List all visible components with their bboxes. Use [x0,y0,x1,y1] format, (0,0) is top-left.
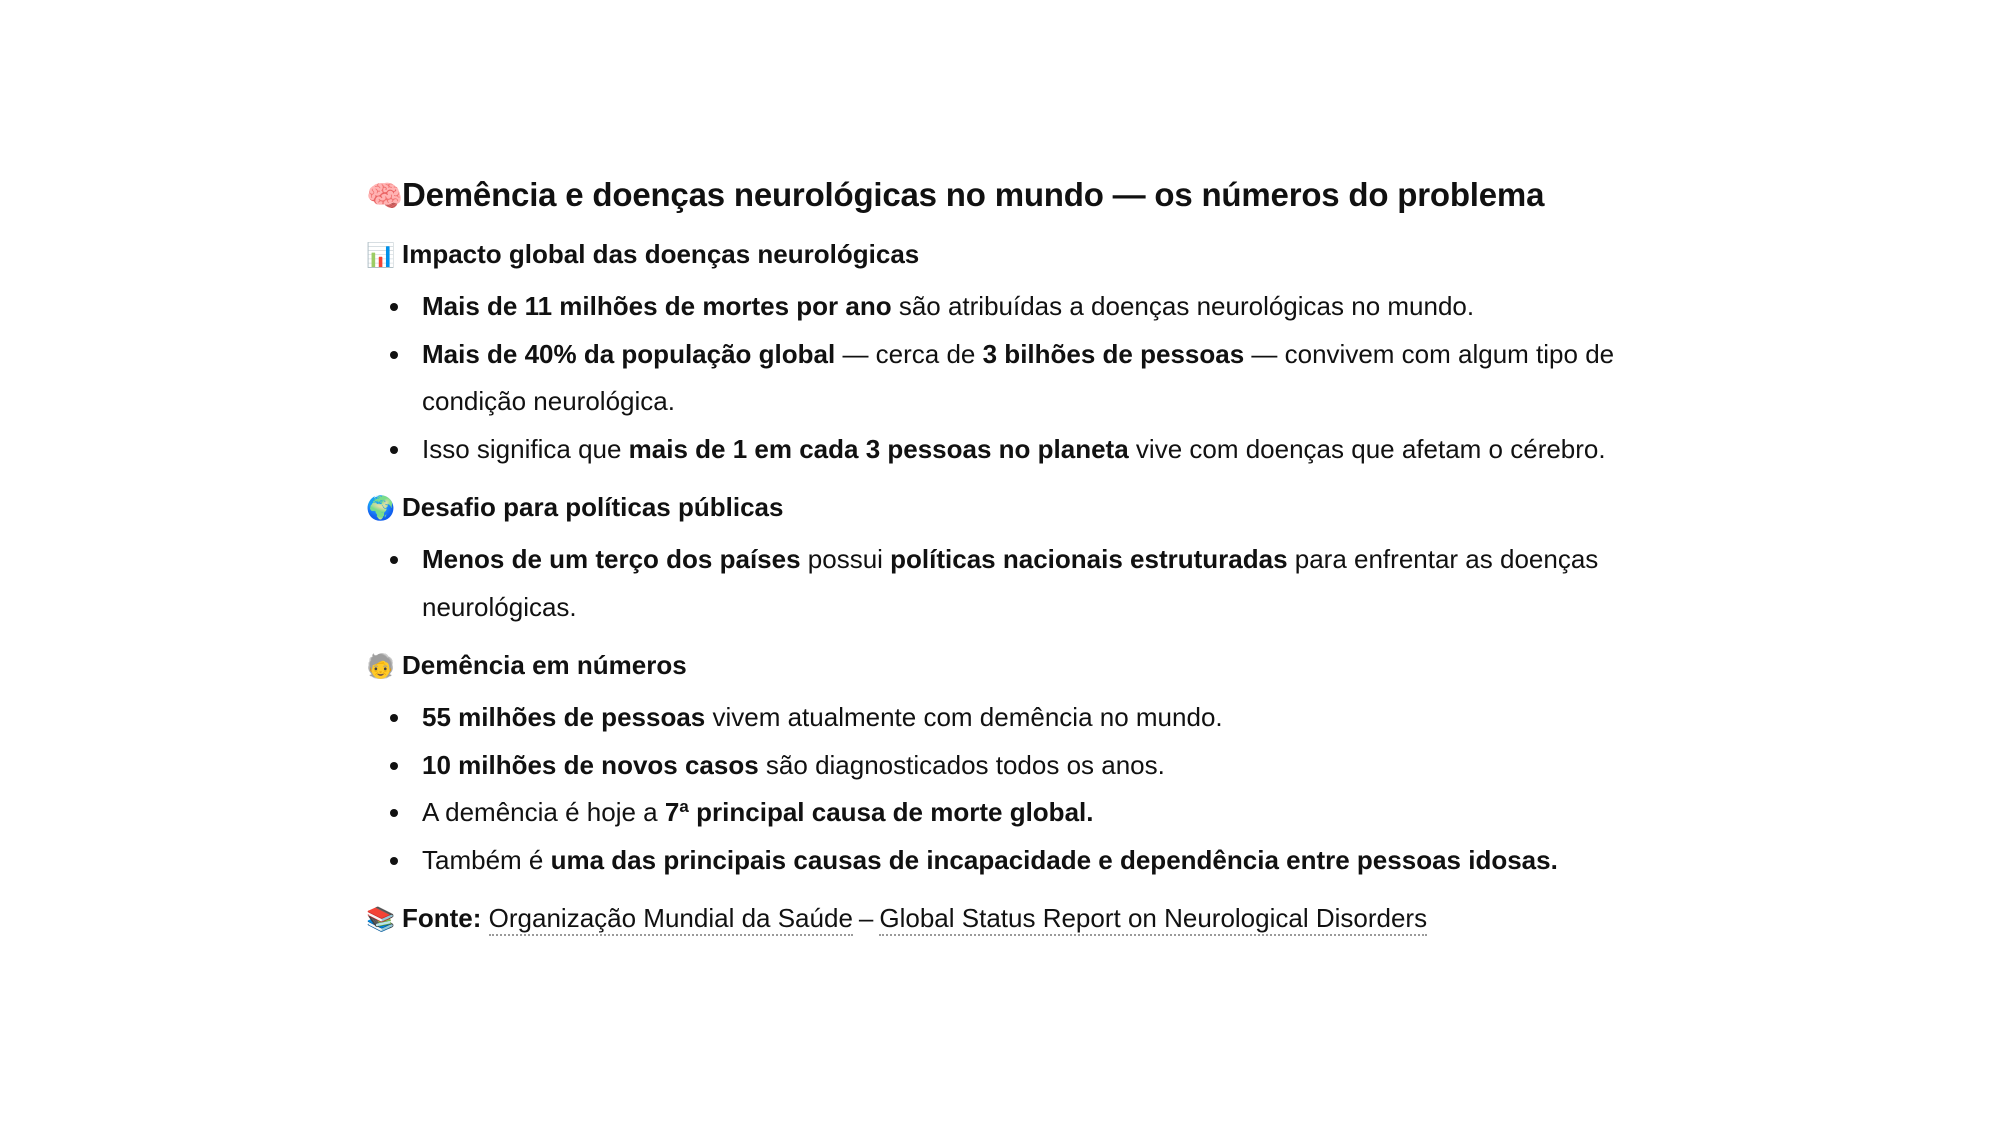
section-heading [366,234,1686,275]
text: possui [800,544,891,574]
bullet-dot-icon [390,446,398,454]
bold-text: Menos de um terço dos países [422,544,801,574]
section-heading-text: Demência em números [402,650,687,680]
bullet-list [366,283,1686,473]
list-item [366,283,1686,331]
text: vive com doenças que afetam o cérebro. [1128,433,1606,464]
source-link-report[interactable]: Global Status Report on Neurological Disorders [879,903,1427,936]
text: vivem atualmente com demência no mundo. [705,702,1223,732]
bold-text: mais de 1 em cada 3 pessoas no planeta [628,433,1129,464]
bullet-list [366,536,1686,631]
text: para enfrentar as doenças neurológicas. [422,544,1599,622]
brain-icon: 🧠 [366,179,403,214]
books-icon: 📚 [366,905,396,933]
page-title [366,172,1686,220]
bold-text: 3 bilhões de pessoas [982,338,1245,369]
bullet-list [366,694,1686,884]
text: A demência é hoje a [422,797,665,827]
bullet-dot-icon [390,556,398,564]
bold-text: políticas nacionais estruturadas [890,544,1288,574]
bold-text: uma das principais causas de incapacidade e dependência entre pessoas idosas. [550,844,1558,875]
bold-text: Mais de 40% da população global [422,338,836,369]
bold-text: 10 milhões de novos casos [422,749,759,780]
text: Também é [422,844,551,875]
bold-text: 7ª principal causa de morte global. [664,797,1094,827]
list-item [366,331,1686,426]
section-heading-text: Desafio para políticas públicas [402,492,784,522]
source-line [366,898,1686,939]
list-item [366,536,1686,631]
bullet-dot-icon [390,762,398,770]
list-item [366,789,1686,837]
bar-chart-icon: 📊 [366,241,396,269]
list-item [366,837,1686,885]
text: — cerca de [835,338,983,369]
bullet-dot-icon [390,714,398,722]
bullet-dot-icon [390,351,398,359]
section-heading [366,487,1686,528]
list-item [366,742,1686,790]
page-title-text: Demência e doenças neurológicas no mundo — os números do problema [402,176,1545,213]
bullet-dot-icon [390,857,398,865]
source-label: Fonte: [402,903,482,933]
text: são diagnosticados todos os anos. [758,749,1165,780]
section-heading-text: Impacto global das doenças neurológicas [402,239,920,269]
source-link-who[interactable]: Organização Mundial da Saúde [489,903,853,936]
list-item [366,426,1686,474]
text: são atribuídas a doenças neurológicas no mundo. [891,291,1475,321]
bold-text: 55 milhões de pessoas [422,702,706,732]
document [366,172,1686,939]
bullet-dot-icon [390,303,398,311]
older-person-icon: 🧓 [366,652,396,680]
text: — convivem com algum tipo de condição neurológica. [422,338,1615,416]
globe-icon: 🌍 [366,494,396,522]
list-item [366,694,1686,742]
bold-text: Mais de 11 milhões de mortes por ano [422,291,892,321]
section-heading [366,645,1686,686]
text: Isso significa que [422,433,629,464]
sections-container [366,234,1686,884]
bullet-dot-icon [390,809,398,817]
source-separator: – [858,903,874,933]
